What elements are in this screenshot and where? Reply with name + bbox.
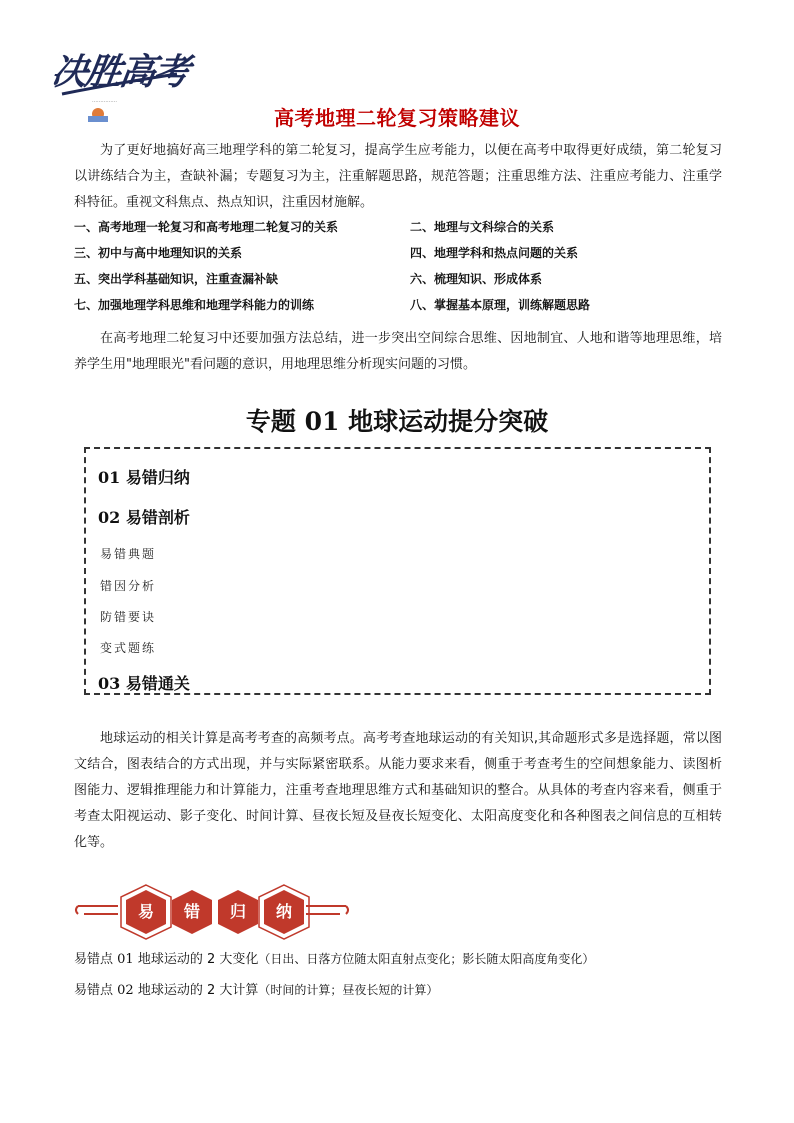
outline-section-1: 01 易错归纳 <box>98 468 190 487</box>
relation-item: 四、地理学科和热点问题的关系 <box>410 246 579 260</box>
document-title: 高考地理二轮复习策略建议 <box>274 106 520 130</box>
relation-item: 一、高考地理一轮复习和高考地理二轮复习的关系 <box>74 220 339 234</box>
method-paragraph: 在高考地理二轮复习中还要加强方法总结，进一步突出空间综合思维、因地制宜、人地和谐等地理思维，培养学生用"地理眼光"看问题的意识，用地理思维分析现实问题的习惯。 <box>74 331 722 372</box>
banner-decoration-icon <box>74 884 350 940</box>
outline-subitem: 防错要诀 <box>100 610 157 624</box>
banner-char: 易 <box>137 902 154 921</box>
outline-box <box>84 447 711 695</box>
relation-item: 七、加强地理学科思维和地理学科能力的训练 <box>74 298 315 312</box>
banner-char: 错 <box>183 902 200 921</box>
relation-item: 八、掌握基本原理，训练解题思路 <box>410 298 591 312</box>
section-banner <box>74 884 350 940</box>
outline-section-2: 02 易错剖析 <box>98 508 190 527</box>
relation-item: 六、梳理知识、形成体系 <box>410 272 543 286</box>
outline-section-3: 03 易错通关 <box>98 674 190 693</box>
error-point-prefix: 易错点 01 <box>74 952 138 967</box>
outline-subitem: 错因分析 <box>100 579 157 593</box>
relation-item: 五、突出学科基础知识，注重查漏补缺 <box>74 272 279 286</box>
error-point-2 <box>74 979 438 998</box>
error-point-prefix: 易错点 02 <box>74 983 138 998</box>
topic-title: 专题 01 地球运动提分突破 <box>245 407 549 436</box>
outline-subitem: 变式题练 <box>100 641 157 655</box>
relation-item: 三、初中与高中地理知识的关系 <box>74 246 243 260</box>
error-point-1 <box>74 948 594 967</box>
logo-text: 决胜高考 <box>48 51 191 93</box>
error-point-detail: （日出、日落方位随太阳直射点变化；影长随太阳高度角变化） <box>258 952 595 966</box>
logo-subtext: …………… <box>92 98 117 104</box>
body-paragraph: 地球运动的相关计算是高考考查的高频考点。高考考查地球运动的有关知识,其命题形式多是选择题，常以图文结合，图表结合的方式出现，并与实际紧密联系。从能力要求来看，侧重于考查考生的空间想象能力、读图析图能力、逻辑推理能力和计算能力，注重考查地理思维方式和基础知识的整合。从具体的考查内容来看，侧重于考查太阳视运动、影子变化、时间计算、昼夜长短及昼夜长短变化、太阳高度变化和各种图表之间信息的互相转化等。 <box>74 731 722 850</box>
banner-char: 纳 <box>275 902 292 921</box>
intro-paragraph: 为了更好地搞好高三地理学科的第二轮复习，提高学生应考能力，以便在高考中取得更好成绩，第二轮复习以讲练结合为主，查缺补漏；专题复习为主，注重解题思路，规范答题；注重思维方法、注重应考能力、注重学科特征。重视文科焦点、热点知识，注重因材施解。 <box>74 143 722 210</box>
relation-item: 二、地理与文科综合的关系 <box>410 220 555 234</box>
error-point-title: 地球运动的 2 大计算 <box>137 983 259 998</box>
banner-char: 归 <box>229 902 246 921</box>
outline-subitem: 易错典题 <box>100 547 157 561</box>
error-point-title: 地球运动的 2 大变化 <box>137 952 259 967</box>
error-point-detail: （时间的计算；昼夜长短的计算） <box>258 983 439 997</box>
